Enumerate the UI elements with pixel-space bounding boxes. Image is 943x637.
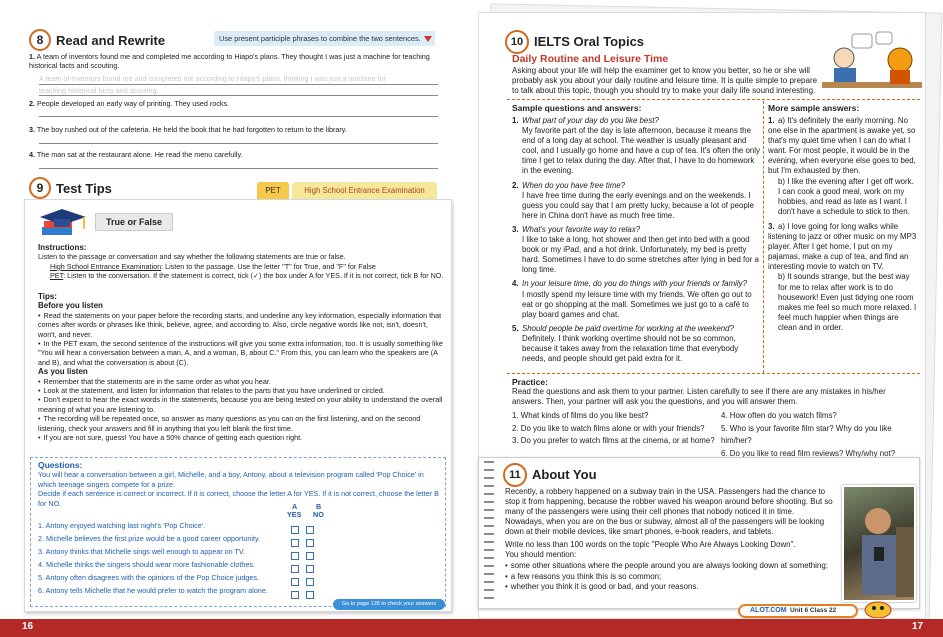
- more-samples-heading: More sample answers:: [768, 103, 860, 113]
- s8-item-3: [29, 125, 347, 134]
- more-samples-list: [768, 116, 918, 333]
- section-9-number: 9: [29, 177, 51, 199]
- qa-4-question: In your leisure time, do you do things with your friends or family?: [522, 279, 747, 289]
- s8-item-2: [29, 99, 229, 108]
- s10-column-divider: [763, 101, 764, 373]
- qa-5-answer: Definitely. I think working overtime should not be so common, because it takes away from the relaxation time that everybody needs, and people should get paid extra for it.: [522, 333, 739, 364]
- bottom-bar: [0, 619, 943, 637]
- instructions-block: [38, 243, 446, 281]
- graduation-cap-icon: [36, 205, 94, 241]
- mascot-icon: [863, 598, 893, 618]
- practice-q-2: 2. Do you like to watch films alone or with your friends?: [512, 423, 705, 433]
- qa-4-num: 4.: [512, 279, 519, 289]
- col-a: A: [292, 502, 298, 511]
- section-8-hint: Use present participle phrases to combine the two sentences.: [219, 34, 421, 43]
- tips-block: [38, 292, 446, 443]
- checkbox-b[interactable]: [306, 578, 314, 586]
- col-b: B: [316, 502, 322, 511]
- page-number-right: 17: [912, 621, 924, 632]
- ms-3-b: b) It sounds strange, but the best way for me to relax after work is to do housework! Even just tidying one room makes me feel so much more relaxed. I feel much happier when things are clean and in order.: [778, 272, 917, 332]
- practice-heading: Practice:: [512, 377, 548, 387]
- section-9-title: Test Tips: [56, 181, 112, 196]
- qa-3-question: What's your favorite way to relax?: [522, 224, 641, 234]
- question-3: 3. Antony thinks that Michelle sings well enough to appear on TV.: [38, 547, 245, 556]
- qa-2-question: When do you have free time?: [522, 180, 626, 190]
- practice-questions-left: [512, 410, 717, 448]
- questions-intro: You will hear a conversation between a girl, Michelle, and a boy, Antony, about a television program called 'Pop Choice' in which teenage singers compete for a prize.: [38, 470, 424, 489]
- about-you-write: Write no less than 100 words on the topic "People Who Are Always Looking Down".: [505, 540, 796, 549]
- section-8-number: 8: [29, 29, 51, 51]
- checkbox-b[interactable]: [306, 552, 314, 560]
- practice-q-4: 4. How often do you watch films?: [721, 411, 837, 420]
- mention-bullet-1: • some other situations where the people around you are always looking down at something;: [505, 561, 835, 572]
- hint-arrow-icon: [424, 36, 432, 42]
- as-tip-3: • Don't expect to hear the exact words in the statements, because you are being tested on your ability to understand the overall meaning of what you are listening to.: [38, 395, 446, 414]
- spiral-binding: [484, 461, 494, 601]
- pet-text: : Listen to the conversation. If the statement is correct, tick (✓) the box under A for YES. If it is not correct, tick B for NO.: [63, 271, 444, 281]
- s8-item-2-num: 2.: [29, 99, 35, 108]
- qa-item: [512, 324, 760, 364]
- qa-3-answer: I like to take a long, hot shower and then get into bed with a good book or my iPad, and a hot drink. Unfortunately, my bed is pretty hard. Sometimes I have to do some stretches after lying in bed for a long time.: [522, 235, 759, 275]
- tips-heading: Tips:: [38, 292, 57, 301]
- ms-1-b: b) I like the evening after I get off work. I can cook a good meal, work on my hobbies, and read as late as I want. I don't have a schedule to stick to then.: [778, 176, 914, 216]
- about-you-bullets: [505, 561, 835, 593]
- questions-block: [38, 461, 443, 508]
- sample-heading: Sample questions and answers:: [512, 103, 642, 113]
- as-heading: As you listen: [38, 367, 88, 377]
- page-number-left: 16: [22, 621, 34, 632]
- section-10-subtitle: Daily Routine and Leisure Time: [512, 53, 669, 65]
- answer-checkboxes: [291, 521, 331, 599]
- practice-q-5: 5. Who is your favorite film star? Why do you like him/her?: [721, 423, 892, 445]
- as-tip-2: • Look at the statement, and listen for information that relates to the parts that you have underlined or circled.: [38, 386, 446, 395]
- ms-3-num: 3.: [768, 221, 775, 231]
- checkbox-b[interactable]: [306, 565, 314, 573]
- instructions-text: Listen to the passage or conversation and say whether the following statements are true or false.: [38, 252, 346, 262]
- section-10-title: IELTS Oral Topics: [534, 34, 645, 49]
- mention-bullet-2: • a few reasons you think this is so common;: [505, 572, 835, 583]
- section-11-title: About You: [532, 467, 597, 482]
- as-tip-1: • Remember that the statements are in the same order as what you hear.: [38, 377, 446, 386]
- qa-1-question: What part of your day do you like best?: [522, 116, 659, 125]
- ms-1-a: a) It's definitely the early morning. No one else in the apartment is awake yet, so that's my quiet time when I can do what I want. For most people, it would be in the evening, when everyone else goes to bed, but I'm exhausted by then.: [768, 116, 916, 176]
- qa-3-num: 3.: [512, 224, 519, 234]
- qa-5-num: 5.: [512, 323, 519, 333]
- instructions-heading: Instructions:: [38, 243, 87, 252]
- before-heading: Before you listen: [38, 301, 103, 311]
- about-you-mention: You should mention:: [505, 550, 577, 559]
- qa-5-question: Should people be paid overtime for working at the weekend?: [522, 323, 734, 333]
- questions-decide: Decide if each sentence is correct or incorrect. If it is correct, choose the letter A for YES. If it is not correct, choose the letter B for NO.: [38, 489, 439, 508]
- tab-pet[interactable]: PET: [257, 182, 289, 199]
- checkbox-b[interactable]: [306, 539, 314, 547]
- section-10-number: 10: [505, 30, 529, 54]
- s10-divider-top: [507, 99, 920, 100]
- ms-item: [768, 116, 918, 217]
- s8-item-1: [29, 52, 444, 71]
- question-6: 6. Antony tells Michelle that he would prefer to watch the program alone.: [38, 586, 268, 595]
- s8-item-3-num: 3.: [29, 125, 35, 134]
- subway-photo: [842, 485, 916, 602]
- qa-4-answer: I mostly spend my leisure time with my friends. We often go out to eat or go shopping at the mall. Sometimes we just go to a café to play board games and chat.: [522, 289, 752, 319]
- questions-heading: Questions:: [38, 460, 83, 470]
- qa-item: [512, 279, 760, 319]
- checkbox-a[interactable]: [291, 526, 299, 534]
- check-answers-link[interactable]: Go to page 126 to check your answers: [333, 599, 445, 610]
- checkbox-b[interactable]: [306, 591, 314, 599]
- practice-q-6: 6. Do you like to read film reviews? Why/why not?: [721, 448, 896, 458]
- qa-item: [512, 181, 760, 221]
- question-4: 4. Michelle thinks the singers should wear more fashionable clothes.: [38, 560, 255, 569]
- about-you-text: Recently, a robbery happened on a subway train in the USA. Passengers had the chance to stop it from happening, because the robber waved his weapon around before shooting. But so many of the passengers were using their cell phones that nobody noticed it in time. Nowadays, when you are on the bus or subway, almost all of the passengers will be looking down at their mobile devices, like smart phones, e-book readers, and tablets.: [505, 487, 833, 537]
- as-tip-4: • The recording will be repeated once, so answer as many questions as you can on the first listening, and on the second listening, check your answers and fill in anything that you left blank the first time.: [38, 414, 446, 433]
- s8-item-2-text: People developed an early way of printing. They used rocks.: [37, 99, 230, 108]
- s8-answer-line-1: A team of inventors found me and completed me according to Hiapo's plans, thinking I was just a machine for: [39, 74, 386, 83]
- checkbox-a[interactable]: [291, 578, 299, 586]
- before-tip-2: • In the PET exam, the second sentence of the instructions will give you some extra information, too. It is usually something like "You will hear a conversation between a man, A, and a woman, B, about C." From this, you can learn who the speakers are (A and B), and what the conversation is about (C).: [38, 339, 446, 367]
- checkbox-a[interactable]: [291, 565, 299, 573]
- s8-answer-line-2: teaching historical facts and scouting.: [39, 86, 159, 95]
- true-or-false-box: True or False: [95, 213, 173, 231]
- section-8-title: Read and Rewrite: [56, 33, 166, 48]
- ms-item: [768, 222, 918, 333]
- s10-divider-bottom: [507, 373, 920, 374]
- examiner-illustration: [822, 30, 922, 96]
- qa-2-answer: I have free time during the early evenings and on the weekends. I guess you could say that I am pretty lucky, because a lot of people here in China don't have as much free time.: [522, 190, 754, 220]
- hs-label: High School Entrance Examination: [50, 261, 162, 271]
- qa-item: [512, 116, 760, 177]
- section-10-intro: Asking about your life will help the examiner get to know you better, so he or she will probably ask you about your daily routine and leisure time. It is quite simple to prepare to talk about this topic, though you should try to make your daily life sound interesting.: [512, 66, 818, 96]
- ms-3-a: a) I love going for long walks while listening to jazz or other music on my MP3 player. After I get home, I put on my pajamas, make a cup of tea, and find an interesting movie to watch on TV.: [768, 221, 917, 272]
- hs-instruction: [38, 262, 446, 271]
- pet-label: PET: [50, 271, 64, 281]
- qa-2-num: 2.: [512, 180, 519, 190]
- footer-unit: Unit 6 Class 22: [790, 607, 837, 614]
- tab-high-school[interactable]: High School Entrance Examination: [292, 182, 437, 199]
- checkbox-a[interactable]: [291, 552, 299, 560]
- s8-item-1-text: A team of inventors found me and completed me according to Hiapo's plans. They thought I was just a machine for teaching historical facts and scouting.: [29, 52, 430, 71]
- ms-1-num: 1.: [768, 116, 775, 125]
- s8-item-4: [29, 150, 243, 159]
- question-2: 2. Michelle believes the first prize would be a good career opportunity.: [38, 534, 261, 543]
- footer-site[interactable]: ALOT.COM: [750, 607, 787, 614]
- section-11-number: 11: [503, 463, 527, 487]
- sample-qa-list: [512, 116, 760, 364]
- s8-item-3-text: The boy rushed out of the cafeteria. He held the book that he had forgotten to return to the library.: [36, 125, 347, 134]
- s8-item-4-num: 4.: [29, 150, 35, 159]
- as-tip-5: • If you are not sure, guess! You have a 50% chance of getting each question right.: [38, 433, 446, 442]
- checkbox-a[interactable]: [291, 539, 299, 547]
- practice-text: Read the questions and ask them to your partner. Listen carefully to see if there are any mistakes in his/her answers. Then, your partner will ask you the questions, and you will answer them.: [512, 387, 886, 407]
- col-yes: YES: [287, 510, 302, 519]
- qa-1-answer: My favorite part of the day is late afternoon, because it means the end of a long day at school. The weather is usually pleasant and cool, and I usually go home and have a cup of tea. It's often the only time I get to relax during the day. After that, I have to do homework in the evening.: [522, 126, 760, 176]
- question-5: 5. Antony often disagrees with the opinions of the Pop Choice judges.: [38, 573, 259, 582]
- qa-item: [512, 225, 760, 275]
- col-no: NO: [313, 510, 324, 519]
- mention-bullet-3: • whether you think it is good or bad, and your reasons.: [505, 582, 835, 593]
- qa-1-num: 1.: [512, 116, 519, 125]
- hs-text: : Listen to the passage. Use the letter "T" for True, and "F" for False: [161, 261, 376, 271]
- s8-item-4-text: The man sat at the restaurant alone. He read the menu carefully.: [36, 150, 243, 159]
- practice-q-3: 3. Do you prefer to watch films at the cinema, or at home?: [512, 436, 715, 445]
- checkbox-b[interactable]: [306, 526, 314, 534]
- pet-instruction: [38, 271, 446, 280]
- s8-item-1-num: 1.: [29, 52, 35, 61]
- practice-q-1: 1. What kinds of films do you like best?: [512, 411, 649, 420]
- practice-questions-right: [721, 410, 921, 460]
- question-1: 1. Antony enjoyed watching last night's 'Pop Choice'.: [38, 521, 206, 530]
- checkbox-a[interactable]: [291, 591, 299, 599]
- before-tip-1: • Read the statements on your paper before the recording starts, and underline any key information, especially information that comes after words or phrases like think, believe, agree, and according to. Also, circle negative words like not, isn't, doesn't, won't, and never.: [38, 311, 446, 339]
